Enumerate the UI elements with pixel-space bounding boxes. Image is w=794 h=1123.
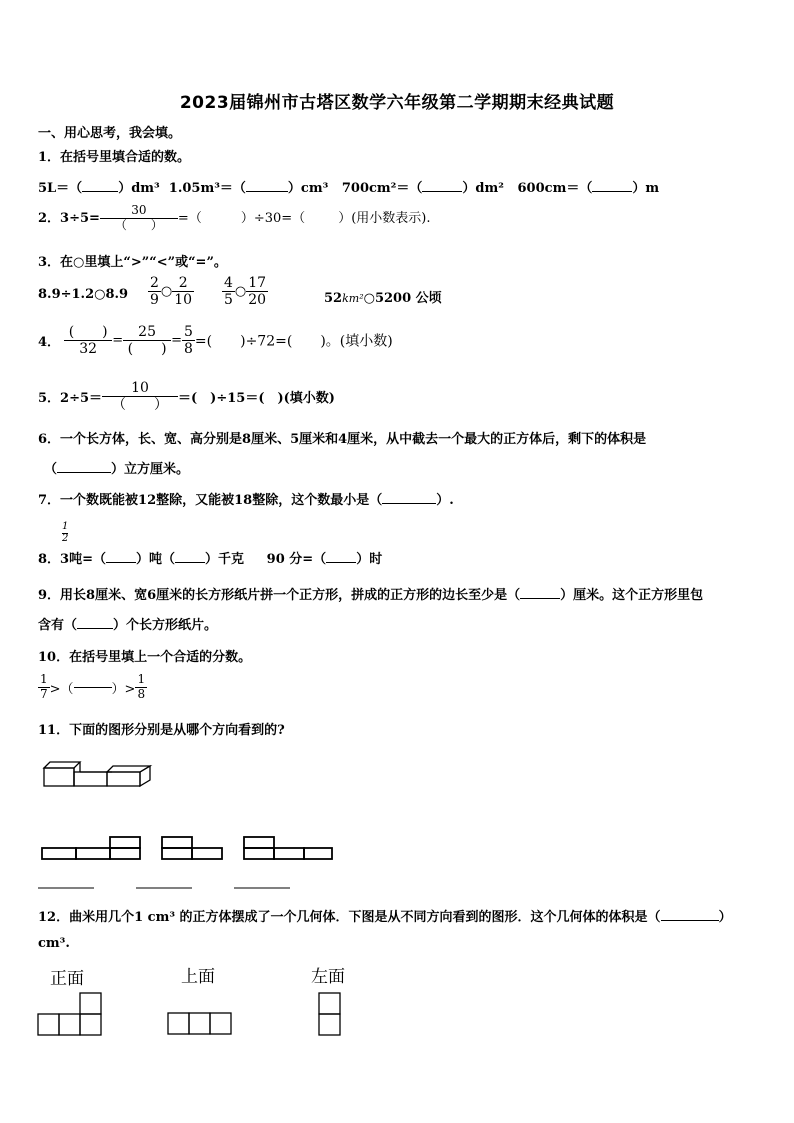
q10-mid: >（ [49, 681, 74, 697]
answer-blank[interactable] [422, 191, 462, 192]
fraction-numerator: 1 [62, 521, 69, 532]
question-11-stem: 11．下面的图形分别是从哪个方向看到的? [38, 723, 285, 738]
q1-b-text: 1.05m³＝（ [168, 181, 246, 196]
front-view-figure [37, 992, 107, 1038]
q9-text: 9．用长8厘米、宽6厘米的长方形纸片拼一个正方形，拼成的正方形的边长至少是（ [38, 588, 521, 603]
q8-c-text: 90 分=（ [266, 552, 327, 567]
compare-circle[interactable]: ○ [160, 284, 173, 300]
equals-sign: = [112, 333, 124, 349]
q8-prefix: 8．3 [38, 552, 70, 567]
question-8 [38, 548, 382, 567]
label-top-view: 上面 [181, 967, 215, 987]
question-6-line1: 6．一个长方体，长、宽、高分别是8厘米、5厘米和4厘米，从中截去一个最大的正方体后，剩下的体积是 [38, 432, 647, 447]
q2-prefix: 2．3÷5= [38, 210, 100, 226]
fraction [222, 275, 235, 308]
q1-d-unit: ）m [632, 181, 660, 196]
q3-d-number: 52 [324, 291, 343, 306]
fraction [246, 275, 268, 308]
question-6-line2 [44, 458, 189, 477]
q3-d-unit: km² [342, 292, 364, 305]
q1-a-text: 5L＝（ [38, 181, 83, 196]
fraction-denominator: 10 [174, 292, 193, 309]
question-5 [38, 380, 335, 413]
q9-text4: ）个长方形纸片。 [113, 618, 218, 633]
question-1-items [38, 177, 659, 196]
answer-blank[interactable] [57, 472, 111, 473]
fraction [38, 673, 50, 702]
answer-blank[interactable] [82, 191, 118, 192]
q5-tail: ＝( )÷15＝( )(填小数) [178, 391, 335, 407]
fraction [123, 324, 171, 357]
q8-a-unit: ）吨（ [136, 552, 176, 567]
fraction-denominator: 5 [224, 292, 233, 309]
answer-blank[interactable] [326, 562, 356, 563]
fraction-numerator: 17 [248, 275, 267, 291]
q12-close: ） [718, 910, 732, 925]
answer-blank[interactable] [74, 687, 112, 688]
q1-b-unit: ）cm³ [287, 181, 329, 196]
label-left-view: 左面 [311, 967, 345, 987]
answer-blank[interactable] [520, 598, 560, 599]
compare-circle[interactable]: ○ [234, 284, 247, 300]
question-9-line1 [38, 584, 703, 603]
answer-blank[interactable] [175, 562, 205, 563]
answer-blank[interactable] [592, 191, 632, 192]
q2-fraction [100, 204, 178, 233]
q11-view-figures [40, 836, 340, 862]
q7-text: 7．一个数既能被12整除，又能被18整除，这个数最小是（ [38, 493, 383, 508]
fraction-numerator: 10 [102, 380, 178, 397]
fraction-denominator: 9 [150, 292, 159, 309]
answer-blank[interactable] [106, 562, 136, 563]
q3-item-a: 8.9÷1.2○8.9 [38, 287, 129, 302]
fraction-denominator: 2 [62, 532, 69, 544]
q12-text: 12．曲米用几个1 cm³ 的正方体摆成了一个几何体．下图是从不同方向看到的图形．这个几何体的体积是（ [38, 910, 661, 925]
q1-c-unit: ）dm² [462, 181, 504, 196]
answer-blank[interactable] [246, 191, 288, 192]
section-heading: 一、用心思考，我会填。 [38, 126, 182, 141]
fraction-numerator: 1 [40, 672, 48, 686]
fraction-denominator: 8 [184, 341, 193, 358]
fraction-numerator: 4 [224, 275, 233, 291]
equals-sign: = [171, 333, 182, 349]
q8-b-unit: ）千克 [205, 552, 245, 567]
q3-d-rest: ○5200 公顷 [363, 291, 442, 306]
q8-c-unit: ）时 [356, 552, 383, 567]
q2-middle: =（ ）÷30=（ [177, 210, 306, 226]
question-12-line2: cm³. [38, 936, 70, 951]
fraction [172, 275, 194, 308]
fraction-denominator: （ ） [112, 397, 169, 414]
fraction-numerator: 1 [137, 672, 146, 686]
answer-blank[interactable] [77, 628, 113, 629]
q6-open: （ [44, 462, 58, 477]
fraction-denominator: 20 [248, 292, 267, 309]
q4-tail: =( )÷72=( )。(填小数) [194, 333, 393, 350]
q4-prefix: 4． [38, 335, 61, 351]
page-title: 2023届锦州市古塔区数学六年级第二学期期末经典试题 [179, 93, 615, 113]
q10-mid2: ）> [111, 681, 136, 697]
q1-a-unit: ）dm³ [118, 181, 160, 196]
label-front-view: 正面 [50, 969, 84, 989]
question-3-stem: 3．在○里填上“>”“<”或“=”。 [38, 255, 227, 270]
fraction-numerator: ( ) [64, 324, 112, 341]
fraction [64, 324, 112, 357]
q8-mixed-fraction [62, 522, 68, 544]
fraction-numerator: 30 [100, 204, 178, 219]
q1-d-text: 600cm＝（ [517, 181, 593, 196]
q5-prefix: 5．2÷5＝ [38, 391, 103, 407]
q3-item-c [222, 275, 268, 308]
q8-a-text: 吨=（ [69, 552, 106, 567]
fraction-numerator: 2 [178, 275, 188, 291]
q2-tail: ）(用小数表示). [338, 210, 431, 226]
fraction-numerator: 2 [150, 275, 159, 291]
q3-item-b [148, 275, 194, 308]
top-view-figure [167, 1012, 237, 1038]
question-12-line1 [38, 906, 732, 925]
fraction [182, 324, 195, 357]
question-2 [38, 204, 431, 233]
answer-blank[interactable] [661, 920, 719, 921]
fraction [102, 380, 178, 413]
fraction-denominator: 7 [40, 686, 48, 701]
fraction-denominator: ( ) [127, 341, 167, 358]
fraction-denominator: 32 [79, 341, 98, 358]
q11-answer-lines[interactable] [36, 886, 296, 890]
fraction-numerator: 5 [184, 324, 193, 340]
question-9-line2 [38, 614, 217, 633]
fraction [135, 673, 147, 702]
q1-c-text: 700cm²＝（ [341, 181, 423, 196]
fraction [148, 275, 161, 308]
q9-text3: 含有（ [38, 618, 78, 633]
fraction-numerator: 25 [123, 324, 171, 341]
question-1-stem: 1．在括号里填合适的数。 [38, 150, 191, 165]
fraction-denominator: （ ） [114, 217, 163, 232]
q6-close: ）立方厘米。 [111, 462, 190, 477]
q9-text2: ）厘米。这个正方形里包 [560, 588, 704, 603]
q11-solid-figure [40, 758, 160, 792]
q7-close: ）. [436, 493, 454, 508]
fraction-denominator: 8 [137, 686, 146, 701]
answer-blank[interactable] [382, 503, 436, 504]
question-10-answer [38, 673, 147, 702]
left-view-figure [318, 992, 344, 1038]
q3-item-d [324, 287, 442, 306]
question-10-stem: 10．在括号里填上一个合适的分数。 [38, 650, 252, 665]
question-7 [38, 489, 454, 508]
question-4 [38, 324, 393, 357]
